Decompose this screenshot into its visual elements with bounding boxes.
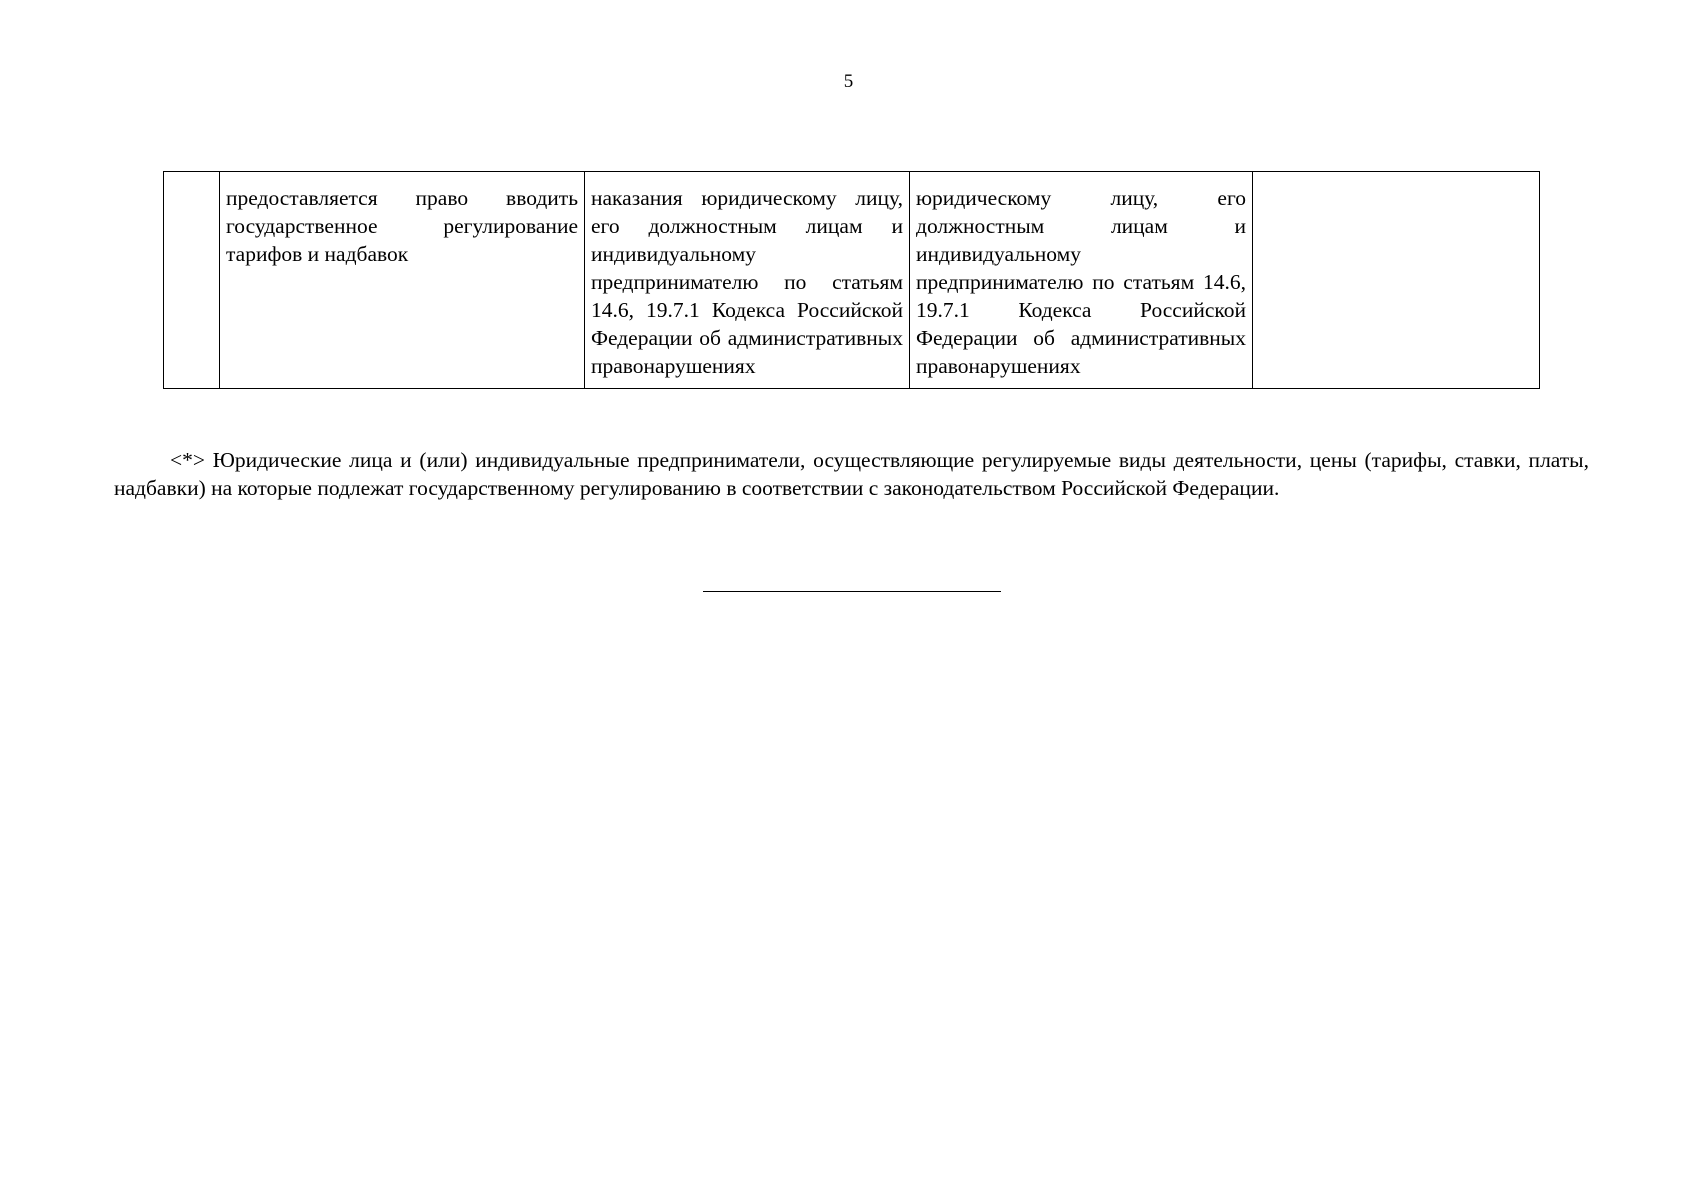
end-of-document-line (703, 591, 1001, 592)
table-cell-number (164, 172, 220, 389)
table-cell-liable-persons: юридическому лицу, его должностным лицам и индивидуальному предпринимателю по статьям 14.6, 19.7.1 Кодекса Российской Федерации об административных правонарушениях (910, 172, 1253, 389)
footnote: <*> Юридические лица и (или) индивидуальные предприниматели, осуществляющие регулируемые виды деятельности, цены (тарифы, ставки, платы, надбавки) на которые подлежат государственному регулированию в соответствии с законодательством Российской Федерации. (114, 448, 1589, 500)
table-cell-empty (1253, 172, 1540, 389)
table-cell-penalty-description: наказания юридическому лицу, его должностным лицам и индивидуальному предпринимателю по статьям 14.6, 19.7.1 Кодекса Российской Федерации об административных правонарушениях (585, 172, 910, 389)
table-cell-right-description: предоставляется право вводить государственное регулирование тарифов и надбавок (220, 172, 585, 389)
table-row (164, 172, 1540, 389)
page-number: 5 (843, 71, 854, 92)
regulation-table (163, 171, 1540, 389)
